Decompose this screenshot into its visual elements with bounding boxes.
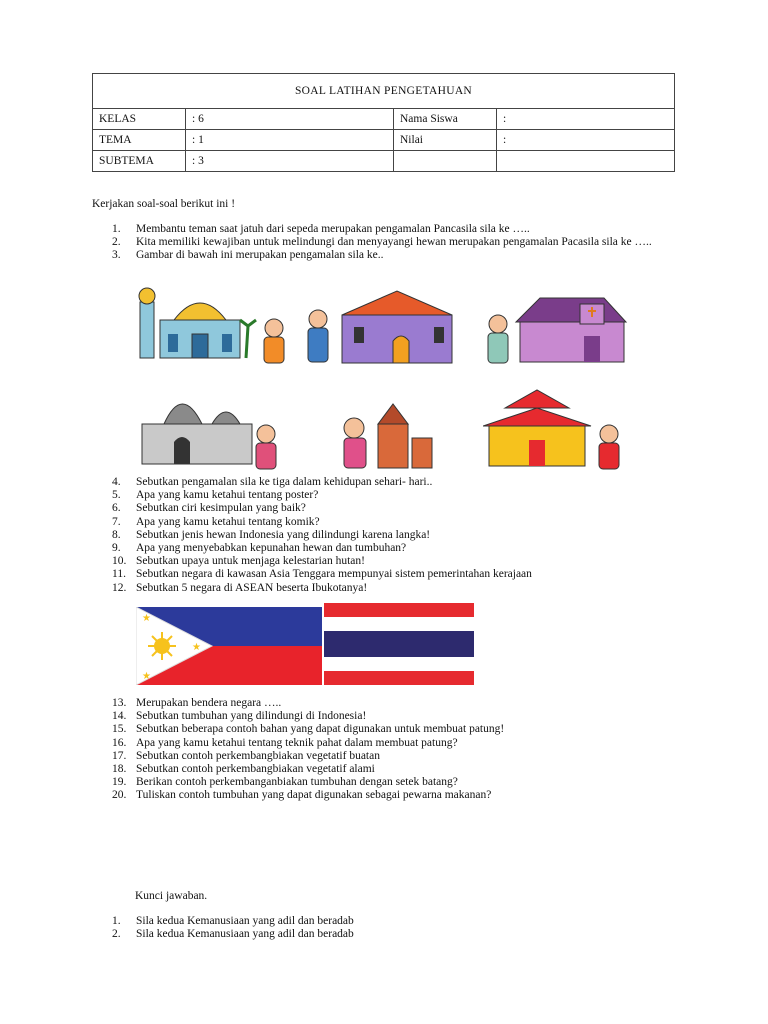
empty-cell bbox=[394, 151, 497, 172]
instructions: Kerjakan soal-soal berikut ini ! bbox=[92, 198, 236, 210]
value-subtema: : 3 bbox=[186, 151, 394, 172]
question-item: 17. Sebutkan contoh perkembangbiakan vegetatif buatan bbox=[112, 749, 380, 762]
question-item: 3. Gambar di bawah ini merupakan pengamalan sila ke.. bbox=[112, 249, 384, 262]
question-item: 18. Sebutkan contoh perkembangbiakan vegetatif alami bbox=[112, 763, 375, 776]
question-item: 1. Membantu teman saat jatuh dari sepeda merupakan pengamalan Pancasila sila ke ….. bbox=[112, 223, 530, 235]
svg-text:★: ★ bbox=[142, 671, 151, 682]
question-item: 16. Apa yang kamu ketahui tentang teknik pahat dalam membuat patung? bbox=[112, 736, 458, 749]
thailand-flag bbox=[324, 603, 474, 685]
svg-text:★: ★ bbox=[192, 642, 201, 653]
value-nilai[interactable]: : bbox=[497, 130, 675, 151]
value-nama-siswa[interactable]: : bbox=[497, 109, 675, 130]
question-item: 7. Apa yang kamu ketahui tentang komik? bbox=[112, 515, 320, 528]
question-item: 12. Sebutkan 5 negara di ASEAN beserta Ibukotanya! bbox=[112, 581, 368, 594]
value-kelas: : 6 bbox=[186, 109, 394, 130]
value-tema: : 1 bbox=[186, 130, 394, 151]
question-list bbox=[112, 697, 672, 803]
philippines-flag bbox=[136, 607, 322, 685]
pura-illustration bbox=[334, 402, 436, 472]
answer-item: 2. Sila kedua Kemanusiaan yang adil dan beradab bbox=[112, 928, 354, 941]
question-item: 2. Kita memiliki kewajiban untuk melindungi dan menyayangi hewan merupakan pengamalan Pacasila sila ke ….. bbox=[112, 236, 652, 249]
question-item: 4. Sebutkan pengamalan sila ke tiga dalam kehidupan sehari- hari.. bbox=[112, 476, 433, 488]
header-table bbox=[92, 73, 675, 172]
answer-key-title: Kunci jawaban. bbox=[135, 890, 208, 902]
church-illustration bbox=[298, 287, 458, 367]
mosque-illustration bbox=[136, 282, 292, 366]
question-item: 20. Tuliskan contoh tumbuhan yang dapat digunakan sebagai pewarna makanan? bbox=[112, 789, 492, 802]
question-item: 15. Sebutkan beberapa contoh bahan yang dapat digunakan untuk membuat patung! bbox=[112, 723, 505, 736]
question-item: 11. Sebutkan negara di kawasan Asia Tenggara mempunyai sistem pemerintahan kerajaan bbox=[112, 568, 532, 581]
question-list bbox=[112, 476, 672, 595]
question-item: 10. Sebutkan upaya untuk menjaga kelestarian hutan! bbox=[112, 555, 365, 568]
question-item: 14. Sebutkan tumbuhan yang dilindungi di Indonesia! bbox=[112, 710, 367, 723]
answer-key-list bbox=[112, 915, 512, 941]
document-title: SOAL LATIHAN PENGETAHUAN bbox=[93, 74, 675, 109]
svg-text:★: ★ bbox=[142, 613, 151, 624]
label-kelas: KELAS bbox=[93, 109, 186, 130]
pagoda-illustration bbox=[483, 386, 629, 470]
question-item: 5. Apa yang kamu ketahui tentang poster? bbox=[112, 489, 319, 502]
question-list bbox=[112, 223, 652, 263]
question-item: 19. Berikan contoh perkembanganbiakan tumbuhan dengan setek batang? bbox=[112, 776, 458, 789]
question-item: 13. Merupakan bendera negara ….. bbox=[112, 697, 282, 709]
question-item: 6. Sebutkan ciri kesimpulan yang baik? bbox=[112, 502, 306, 515]
cathedral-illustration bbox=[480, 292, 628, 366]
empty-cell bbox=[497, 151, 675, 172]
answer-item: 1. Sila kedua Kemanusiaan yang adil dan beradab bbox=[112, 915, 354, 927]
label-nilai: Nilai bbox=[394, 130, 497, 151]
label-tema: TEMA bbox=[93, 130, 186, 151]
temple-illustration bbox=[138, 384, 284, 470]
label-nama-siswa: Nama Siswa bbox=[394, 109, 497, 130]
label-subtema: SUBTEMA bbox=[93, 151, 186, 172]
question-item: 9. Apa yang menyebabkan kepunahan hewan dan tumbuhan? bbox=[112, 542, 407, 555]
question-item: 8. Sebutkan jenis hewan Indonesia yang dilindungi karena langka! bbox=[112, 528, 431, 541]
